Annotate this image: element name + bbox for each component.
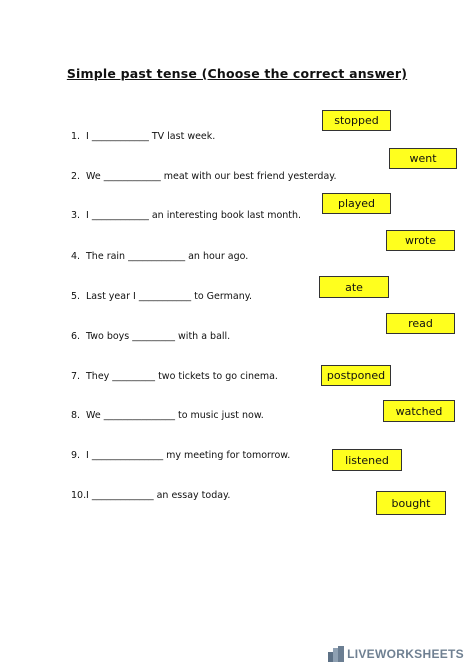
sentence-3: [71, 210, 301, 221]
answer-box-listened[interactable]: listened: [332, 449, 402, 471]
sentence-5: [71, 291, 252, 302]
liveworksheets-logo: [328, 645, 464, 663]
sentence-8: [71, 410, 264, 421]
sentence-number: 2.: [71, 171, 81, 182]
sentence-number: 3.: [71, 210, 81, 221]
sentence-number: 4.: [71, 251, 81, 262]
sentence-text: I _____________ an essay today.: [86, 490, 231, 501]
answer-box-ate[interactable]: ate: [319, 276, 389, 298]
sentence-number: 10.: [71, 490, 87, 501]
sentence-2: [71, 171, 337, 182]
answer-box-went[interactable]: went: [389, 148, 457, 169]
answer-box-stopped[interactable]: stopped: [322, 110, 391, 131]
sentence-number: 8.: [71, 410, 81, 421]
sentence-1: [71, 131, 215, 142]
sentence-text: We ____________ meat with our best friend yesterday.: [86, 171, 337, 182]
sentence-text: Last year I ___________ to Germany.: [86, 291, 252, 302]
sentence-number: 7.: [71, 371, 81, 382]
sentence-6: [71, 331, 230, 342]
worksheet-title: Simple past tense (Choose the correct answer): [66, 66, 408, 81]
sentence-text: Two boys _________ with a ball.: [86, 331, 231, 342]
sentence-9: [71, 450, 290, 461]
sentence-number: 9.: [71, 450, 81, 461]
logo-text: LIVEWORKSHEETS: [347, 647, 464, 661]
sentence-number: 1.: [71, 131, 81, 142]
sentence-text: We _______________ to music just now.: [86, 410, 264, 421]
sentence-text: I ____________ an interesting book last month.: [86, 210, 302, 221]
answer-box-wrote[interactable]: wrote: [386, 230, 455, 251]
answer-box-bought[interactable]: bought: [376, 491, 446, 515]
sentence-text: I ____________ TV last week.: [86, 131, 216, 142]
answer-box-watched[interactable]: watched: [383, 400, 455, 422]
sentence-text: The rain ____________ an hour ago.: [86, 251, 249, 262]
answer-box-postponed[interactable]: postponed: [321, 365, 391, 386]
liveworksheets-logo-icon: [328, 646, 344, 662]
sentence-10: [71, 490, 230, 501]
answer-box-read[interactable]: read: [386, 313, 455, 334]
sentence-number: 6.: [71, 331, 81, 342]
answer-box-played[interactable]: played: [322, 193, 391, 214]
sentence-text: They _________ two tickets to go cinema.: [86, 371, 278, 382]
sentence-text: I _______________ my meeting for tomorrow.: [86, 450, 291, 461]
sentence-4: [71, 251, 248, 262]
sentence-number: 5.: [71, 291, 81, 302]
sentence-7: [71, 371, 278, 382]
